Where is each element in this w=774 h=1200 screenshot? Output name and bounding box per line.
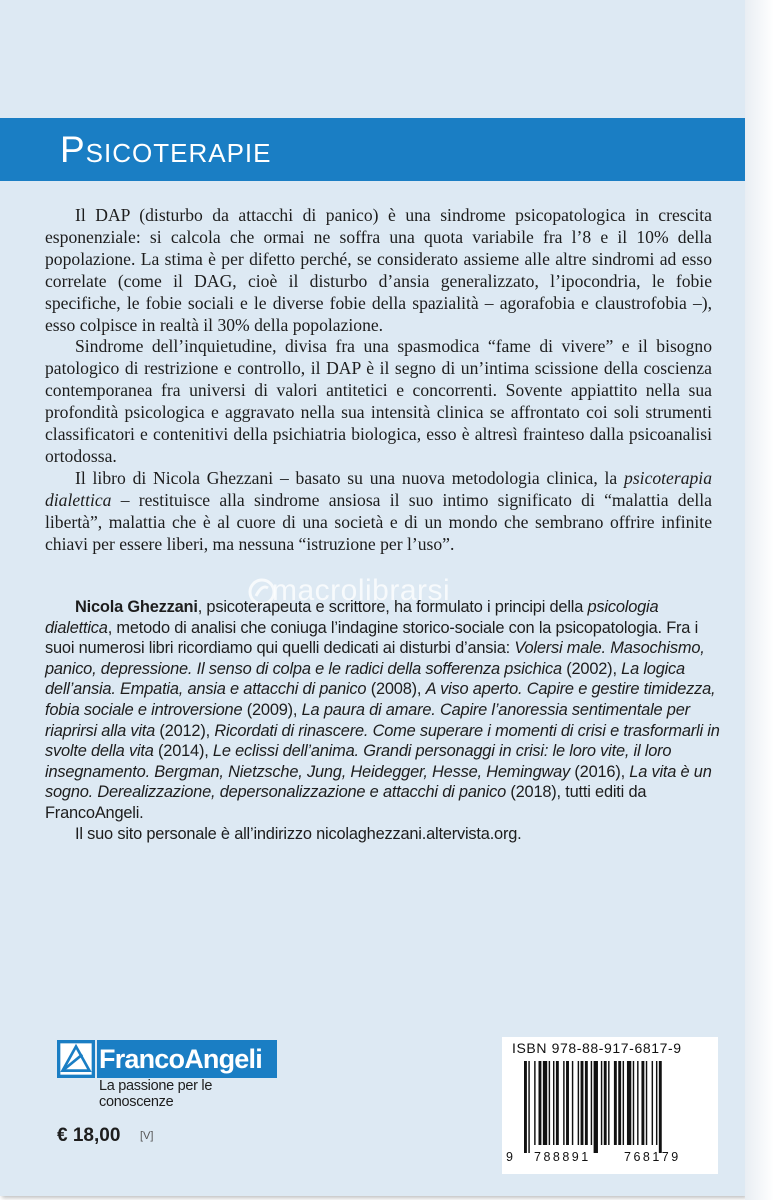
book-year: (2014), [153, 742, 213, 761]
barcode-bar [572, 1061, 573, 1145]
blurb-paragraph [45, 468, 712, 556]
barcode-bar [566, 1061, 569, 1145]
barcode-bar [581, 1061, 584, 1145]
barcode-bars [516, 1061, 706, 1153]
method-name: psicoterapia dialettica [45, 467, 712, 510]
bio-text: , metodo di analisi che coniuga l’indagine storico-sociale con la psicopatologia. Fra i suoi numerosi libri ricordiamo qui quelli dedicati ai disturbi d’ansia: [45, 618, 699, 658]
book-year: (2016), [570, 762, 630, 781]
barcode-digit-group: 768179 [624, 1150, 681, 1164]
author-site: Il suo sito personale è all’indirizzo nicolaghezzani.altervista.org. [75, 824, 522, 843]
barcode-bar [633, 1061, 634, 1145]
isbn-label: ISBN 978-88-917-6817-9 [512, 1040, 682, 1056]
barcode-bar [601, 1061, 602, 1145]
book-year: (2018), tutti editi da FrancoAngeli. [45, 783, 647, 822]
price-code: [V] [140, 1130, 154, 1142]
barcode-bar [652, 1061, 653, 1145]
publisher-logo [57, 1040, 277, 1110]
barcode-bar [614, 1061, 617, 1145]
barcode-bar [524, 1061, 527, 1153]
barcode-bar [549, 1061, 550, 1145]
barcode-bar [646, 1061, 647, 1145]
publisher-name: FrancoAngeli [97, 1040, 277, 1078]
blurb-text-span: Il libro di Nicola Ghezzani – basato su una nuova metodologia clinica, la [75, 467, 625, 488]
barcode-bar [594, 1061, 598, 1153]
barcode-bar [604, 1061, 607, 1145]
barcode-bar [618, 1061, 621, 1145]
blurb-paragraph: Sindrome dell’inquietudine, divisa fra una spasmodica “fame di vivere” e il bisogno patologico di restrizione e controllo, il DAP è il segno di un’intima scissione della coscienza contemporanea fra universi di valori antitetici e concorrenti. Sovente appiattito nella sua profondità psicologica e aggravato nella sua intensità clinica se affrontato coi soli strumenti classificatori e contenitivi della psichiatria biologica, esso è altresì frainteso dalla psicoanalisi ortodossa. [45, 336, 712, 466]
book-year: (2008), [366, 680, 426, 699]
book-title: A viso aperto. Capire e gestire timidezza, fobia sociale e introversione [45, 680, 716, 719]
cover-edge [745, 0, 774, 1200]
barcode-bar [543, 1061, 547, 1145]
barcode-bar [656, 1061, 657, 1145]
barcode-digit-first: 9 [506, 1150, 513, 1164]
barcode-bar [528, 1061, 529, 1153]
barcode-bar [585, 1061, 588, 1145]
blurb-text [45, 205, 712, 556]
book-title: La paura di amare. Capire l’anoressia sentimentale per riaprirsi alla vita [45, 700, 690, 740]
barcode-digit-group: 788891 [534, 1150, 591, 1164]
book-title: La vita è un sogno. Derealizzazione, depersonalizzazione e attacchi di panico [45, 762, 712, 802]
barcode-bar [623, 1061, 624, 1145]
blurb-text-span: – restituisce alla sindrome ansiosa il suo intimo significato di “malattia della libertà”, malattia che è al cuore di una società e di un mondo che sembrano offrire infinite chiavi per essere liberi, ma nessuna “istruzione per l’uso”. [45, 489, 712, 554]
bio-text: , psicoterapeuta e scrittore, ha formulato i principi della [197, 598, 588, 616]
barcode-bar [563, 1061, 564, 1145]
barcode-bar [553, 1061, 554, 1145]
publisher-tagline: La passione per le conoscenze [99, 1078, 213, 1110]
book-year: (2009), [242, 700, 302, 719]
barcode-bar [534, 1061, 535, 1145]
barcode-bar [608, 1061, 609, 1145]
barcode-bar [627, 1061, 631, 1145]
book-year: (2012), [155, 721, 215, 740]
barcode-bar [539, 1061, 542, 1145]
book-title: Le eclissi dell’anima. Grandi personaggi in crisi: le loro vite, il loro insegnamento. Bergman, Nietzsche, Jung, Heidegger, Hesse, Hemingway [45, 742, 672, 781]
barcode-bar [591, 1061, 592, 1145]
barcode-bar [641, 1061, 644, 1145]
blurb-paragraph: Il DAP (disturbo da attacchi di panico) è una sindrome psicopatologica in crescita esponenziale: si calcola che ormai ne soffra una quota variabile fra l’8 e il 10% della popolazione. La stima è per difetto perché, se considerato assieme alle altre sindromi ad esso correlate (come il DAG, cioè il disturbo d’ansia generalizzato, l’ipocondria, le fobie specifiche, le fobie sociali e le diverse fobie della spazialità – agorafobia e claustrofobia –), esso colpisce in realtà il 30% della popolazione. [45, 205, 712, 335]
book-year: (2002), [561, 659, 622, 678]
watermark: macrolibrarsi [272, 574, 451, 607]
bio-italic: psicologia dialettica [45, 598, 659, 637]
barcode-bar [578, 1061, 579, 1145]
author-bio [45, 597, 725, 844]
price: € 18,00 [57, 1125, 121, 1146]
barcode-bar [556, 1061, 559, 1145]
author-name: Nicola Ghezzani [75, 598, 198, 616]
series-title: Psicoterapie [60, 129, 272, 170]
book-title: Volersi male. Masochismo, panico, depressione. Il senso di colpa e le radici della sofferenza psichica [45, 639, 705, 678]
barcode-bar [637, 1061, 638, 1145]
author-bio-paragraph [45, 597, 725, 824]
barcode-bar [659, 1061, 662, 1153]
book-title: Ricordati di rinascere. Come superare i momenti di crisi e trasformarli in svolte della vita [45, 721, 720, 761]
publisher-logo-icon [57, 1040, 95, 1078]
book-title: La logica dell’ansia. Empatia, ansia e attacchi di panico [45, 659, 685, 699]
barcode [502, 1037, 718, 1174]
